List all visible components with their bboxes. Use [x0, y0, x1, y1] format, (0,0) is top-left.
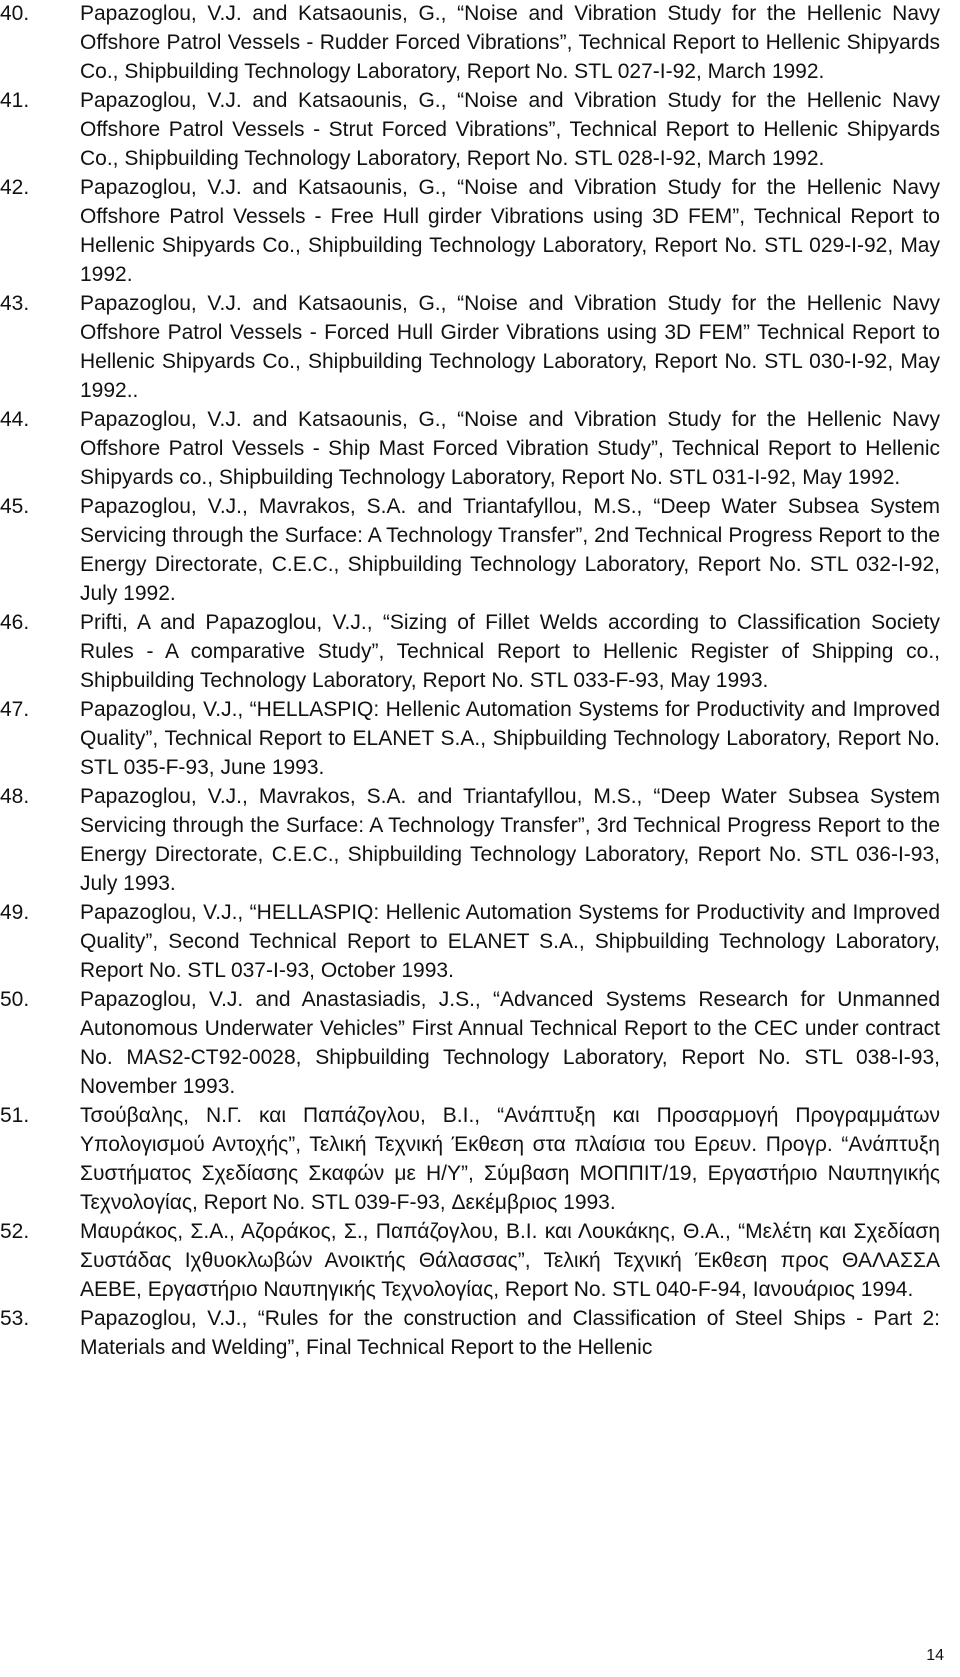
- reference-text: Papazoglou, V.J., Mavrakos, S.A. and Triantafyllou, M.S., “Deep Water Subsea System Servicing through the Surface: A Technology Transfer”, 2nd Technical Progress Report to the Energy Directorate, C.E.C., Shipbuilding Technology Laboratory, Report No. STL 032-I-92, July 1992.: [80, 495, 940, 605]
- reference-number: 51.: [0, 1104, 30, 1127]
- reference-item: [0, 608, 940, 695]
- reference-item: [0, 1101, 940, 1217]
- reference-number: 45.: [0, 495, 30, 518]
- reference-number: 44.: [0, 408, 30, 431]
- reference-text: Papazoglou, V.J., “HELLASPIQ: Hellenic Automation Systems for Productivity and Improved Quality”, Technical Report to ELANET S.A., Shipbuilding Technology Laboratory, Report No. STL 035-F-93, June 1993.: [80, 698, 940, 779]
- reference-text: Papazoglou, V.J. and Katsaounis, G., “Noise and Vibration Study for the Hellenic Navy Offshore Patrol Vessels - Free Hull girder Vibrations using 3D FEM”, Technical Report to Hellenic Shipyards Co., Shipbuilding Technology Laboratory, Report No. STL 029-I-92, May 1992.: [80, 176, 940, 286]
- reference-number: 48.: [0, 785, 30, 808]
- reference-text: Papazoglou, V.J., Mavrakos, S.A. and Triantafyllou, M.S., “Deep Water Subsea System Servicing through the Surface: A Technology Transfer”, 3rd Technical Progress Report to the Energy Directorate, C.E.C., Shipbuilding Technology Laboratory, Report No. STL 036-I-93, July 1993.: [80, 785, 940, 895]
- reference-number: 43.: [0, 292, 30, 315]
- reference-number: 49.: [0, 901, 30, 924]
- reference-item: [0, 898, 940, 985]
- reference-item: [0, 173, 940, 289]
- reference-number: 47.: [0, 698, 30, 721]
- reference-item: [0, 695, 940, 782]
- reference-text: Papazoglou, V.J. and Katsaounis, G., “Noise and Vibration Study for the Hellenic Navy Offshore Patrol Vessels - Forced Hull Girder Vibrations using 3D FEM” Technical Report to Hellenic Shipyards Co., Shipbuilding Technology Laboratory, Report No. STL 030-I-92, May 1992..: [80, 292, 940, 402]
- reference-text: Μαυράκος, Σ.Α., Αζοράκος, Σ., Παπάζογλου, Β.Ι. και Λουκάκης, Θ.Α., “Μελέτη και Σχεδίαση Συστάδας Ιχθυοκλωβών Ανοικτής Θάλασσας”, Τελική Τεχνική Έκθεση προς ΘΑΛΑΣΣΑ ΑΕΒΕ, Εργαστήριο Ναυπηγικής Τεχνολογίας, Report No. STL 040-F-94, Ιανουάριος 1994.: [80, 1220, 940, 1301]
- reference-item: [0, 492, 940, 608]
- reference-number: 50.: [0, 988, 30, 1011]
- reference-text: Papazoglou, V.J. and Katsaounis, G., “Noise and Vibration Study for the Hellenic Navy Offshore Patrol Vessels - Rudder Forced Vibrations”, Technical Report to Hellenic Shipyards Co., Shipbuilding Technology Laboratory, Report No. STL 027-I-92, March 1992.: [80, 2, 940, 83]
- reference-text: Prifti, A and Papazoglou, V.J., “Sizing of Fillet Welds according to Classification Society Rules - A comparative Study”, Technical Report to Hellenic Register of Shipping co., Shipbuilding Technology Laboratory, Report No. STL 033-F-93, May 1993.: [80, 611, 940, 692]
- reference-item: [0, 0, 940, 86]
- reference-item: [0, 405, 940, 492]
- reference-text: Papazoglou, V.J. and Katsaounis, G., “Noise and Vibration Study for the Hellenic Navy Offshore Patrol Vessels - Strut Forced Vibrations”, Technical Report to Hellenic Shipyards Co., Shipbuilding Technology Laboratory, Report No. STL 028-I-92, March 1992.: [80, 89, 940, 170]
- reference-number: 42.: [0, 176, 30, 199]
- reference-text: Papazoglou, V.J. and Anastasiadis, J.S., “Advanced Systems Research for Unmanned Autonomous Underwater Vehicles” First Annual Technical Report to the CEC under contract No. MAS2-CT92-0028, Shipbuilding Technology Laboratory, Report No. STL 038-I-93, November 1993.: [80, 988, 940, 1098]
- reference-item: [0, 782, 940, 898]
- page-number: 14: [926, 1647, 944, 1664]
- reference-text: Papazoglou, V.J., “Rules for the construction and Classification of Steel Ships - Part 2: Materials and Welding”, Final Technical Report to the Hellenic: [80, 1307, 940, 1359]
- reference-number: 53.: [0, 1307, 30, 1330]
- reference-number: 40.: [0, 2, 30, 25]
- reference-number: 46.: [0, 611, 30, 634]
- reference-item: [0, 289, 940, 405]
- reference-number: 52.: [0, 1220, 30, 1243]
- reference-item: [0, 985, 940, 1101]
- reference-item: [0, 1304, 940, 1362]
- reference-item: [0, 86, 940, 173]
- reference-item: [0, 1217, 940, 1304]
- reference-text: Papazoglou, V.J., “HELLASPIQ: Hellenic Automation Systems for Productivity and Improved Quality”, Second Technical Report to ELANET S.A., Shipbuilding Technology Laboratory, Report No. STL 037-I-93, October 1993.: [80, 901, 940, 982]
- reference-number: 41.: [0, 89, 30, 112]
- reference-text: Τσούβαλης, Ν.Γ. και Παπάζογλου, Β.Ι., “Ανάπτυξη και Προσαρμογή Προγραμμάτων Υπολογισμού Αντοχής”, Τελική Τεχνική Έκθεση στα πλαίσια του Ερευν. Προγρ. “Ανάπτυξη Συστήματος Σχεδίασης Σκαφών με Η/Υ”, Σύμβαση ΜΟΠΠΙΤ/19, Εργαστήριο Ναυπηγικής Τεχνολογίας, Report No. STL 039-F-93, Δεκέμβριος 1993.: [80, 1104, 940, 1214]
- reference-text: Papazoglou, V.J. and Katsaounis, G., “Noise and Vibration Study for the Hellenic Navy Offshore Patrol Vessels - Ship Mast Forced Vibration Study”, Technical Report to Hellenic Shipyards co., Shipbuilding Technology Laboratory, Report No. STL 031-I-92, May 1992.: [80, 408, 940, 489]
